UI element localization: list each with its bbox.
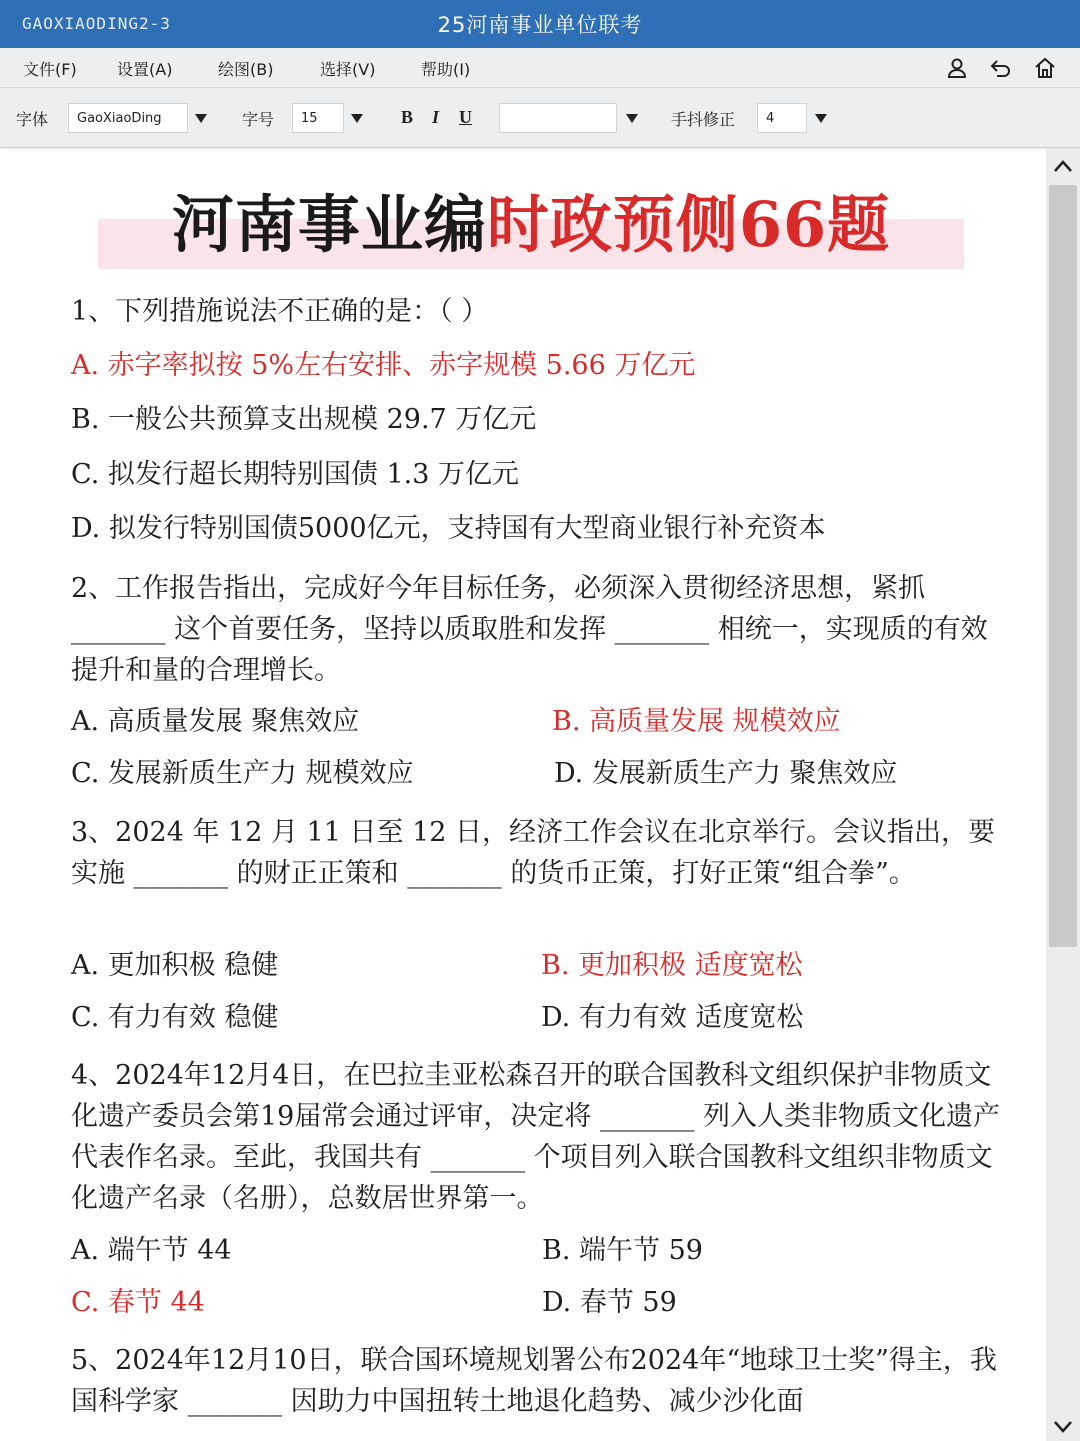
question-5-stem: 5、2024年12月10日，联合国环境规划署公布2024年“地球卫士奖”得主，我国科学家 _______ 因助力中国扭转土地退化趋势、减少沙化面 [71,1345,997,1417]
menu-draw[interactable]: 绘图(B) [218,60,274,79]
scroll-up-icon[interactable] [1046,151,1080,181]
size-select[interactable]: 15 [292,103,344,133]
question-2-option-d: D. 发展新质生产力 聚焦效应 [554,758,898,789]
question-2-option-a: A. 高质量发展 聚焦效应 [71,706,360,737]
question-3-option-a: A. 更加积极 稳健 [71,950,279,981]
question-4-option-d: D. 春节 59 [542,1287,677,1318]
question-1-option-a: A. 赤字率拟按 5%左右安排、赤字规模 5.66 万亿元 [71,350,696,381]
question-1-option-c: C. 拟发行超长期特别国债 1.3 万亿元 [71,459,519,490]
font-label: 字体 [16,110,49,129]
question-1-option-b: B. 一般公共预算支出规模 29.7 万亿元 [71,404,537,435]
user-icon[interactable] [944,56,970,80]
tremor-select[interactable]: 4 [757,103,807,133]
scrollbar-thumb[interactable] [1049,185,1077,947]
vertical-scrollbar[interactable] [1046,149,1080,1441]
tremor-dropdown-arrow-icon[interactable] [808,103,834,133]
question-1-stem: 1、下列措施说法不正确的是：（ ） [71,296,489,327]
scroll-down-icon[interactable] [1046,1411,1080,1441]
heading-black-part: 河南事业编 [171,188,487,261]
bold-button[interactable]: B [401,107,414,127]
question-4-stem: 4、2024年12月4日，在巴拉圭亚松森召开的联合国教科文组织保护非物质文化遗产委员会第19届常会通过评审，决定将 _______ 列入人类非物质文化遗产代表作名录。至此，我国共有 _______ 个项目列入联合国教科文组织非物质文化遗产名录（名册），总数居世界第一。 [71,1060,1001,1214]
question-3-option-d: D. 有力有效 适度宽松 [541,1002,804,1033]
app-id: GAOXIAODING2-3 [22,14,171,33]
underline-button[interactable]: U [459,107,472,127]
question-1-option-d: D. 拟发行特别国债5000亿元，支持国有大型商业银行补充资本 [71,513,826,544]
heading-red-part: 时政预侧66题 [486,188,891,261]
menu-bar [0,48,1080,88]
undo-icon[interactable] [988,56,1014,80]
question-3-option-b: B. 更加积极 适度宽松 [541,950,803,981]
font-select[interactable]: GaoXiaoDing [68,103,188,133]
color-dropdown-arrow-icon[interactable] [619,103,645,133]
question-2-option-b: B. 高质量发展 规模效应 [552,706,841,737]
menu-help[interactable]: 帮助(I) [421,60,471,79]
menu-settings[interactable]: 设置(A) [117,60,173,79]
question-3-stem: 3、2024 年 12 月 11 日至 12 日，经济工作会议在北京举行。会议指出，要实施 _______ 的财正正策和 _______ 的货币正策，打好正策“组合拳”。 [71,817,996,889]
document-heading [98,185,964,269]
font-dropdown-arrow-icon[interactable] [188,103,214,133]
menu-file[interactable]: 文件(F) [23,60,77,79]
question-4-option-b: B. 端午节 59 [542,1235,703,1266]
question-2-stem: 2、工作报告指出，完成好今年目标任务，必须深入贯彻经济思想，紧抓 _______ 这个首要任务，坚持以质取胜和发挥 _______ 相统一，实现质的有效提升和量的合理增长。 [71,573,988,686]
heading-text [98,185,964,265]
question-2-option-c: C. 发展新质生产力 规模效应 [71,758,414,789]
size-label: 字号 [242,110,275,129]
size-dropdown-arrow-icon[interactable] [344,103,370,133]
menu-select[interactable]: 选择(V) [320,60,376,79]
title-bar [0,0,1080,48]
document-canvas[interactable] [0,149,1046,1441]
question-4-option-a: A. 端午节 44 [71,1235,232,1266]
question-3-option-c: C. 有力有效 稳健 [71,1002,279,1033]
italic-button[interactable]: I [432,107,440,127]
tremor-label: 手抖修正 [671,110,736,129]
window-title: 25河南事业单位联考 [437,13,643,37]
home-icon[interactable] [1032,56,1058,80]
question-4-option-c: C. 春节 44 [71,1287,205,1318]
color-select[interactable] [499,103,617,133]
